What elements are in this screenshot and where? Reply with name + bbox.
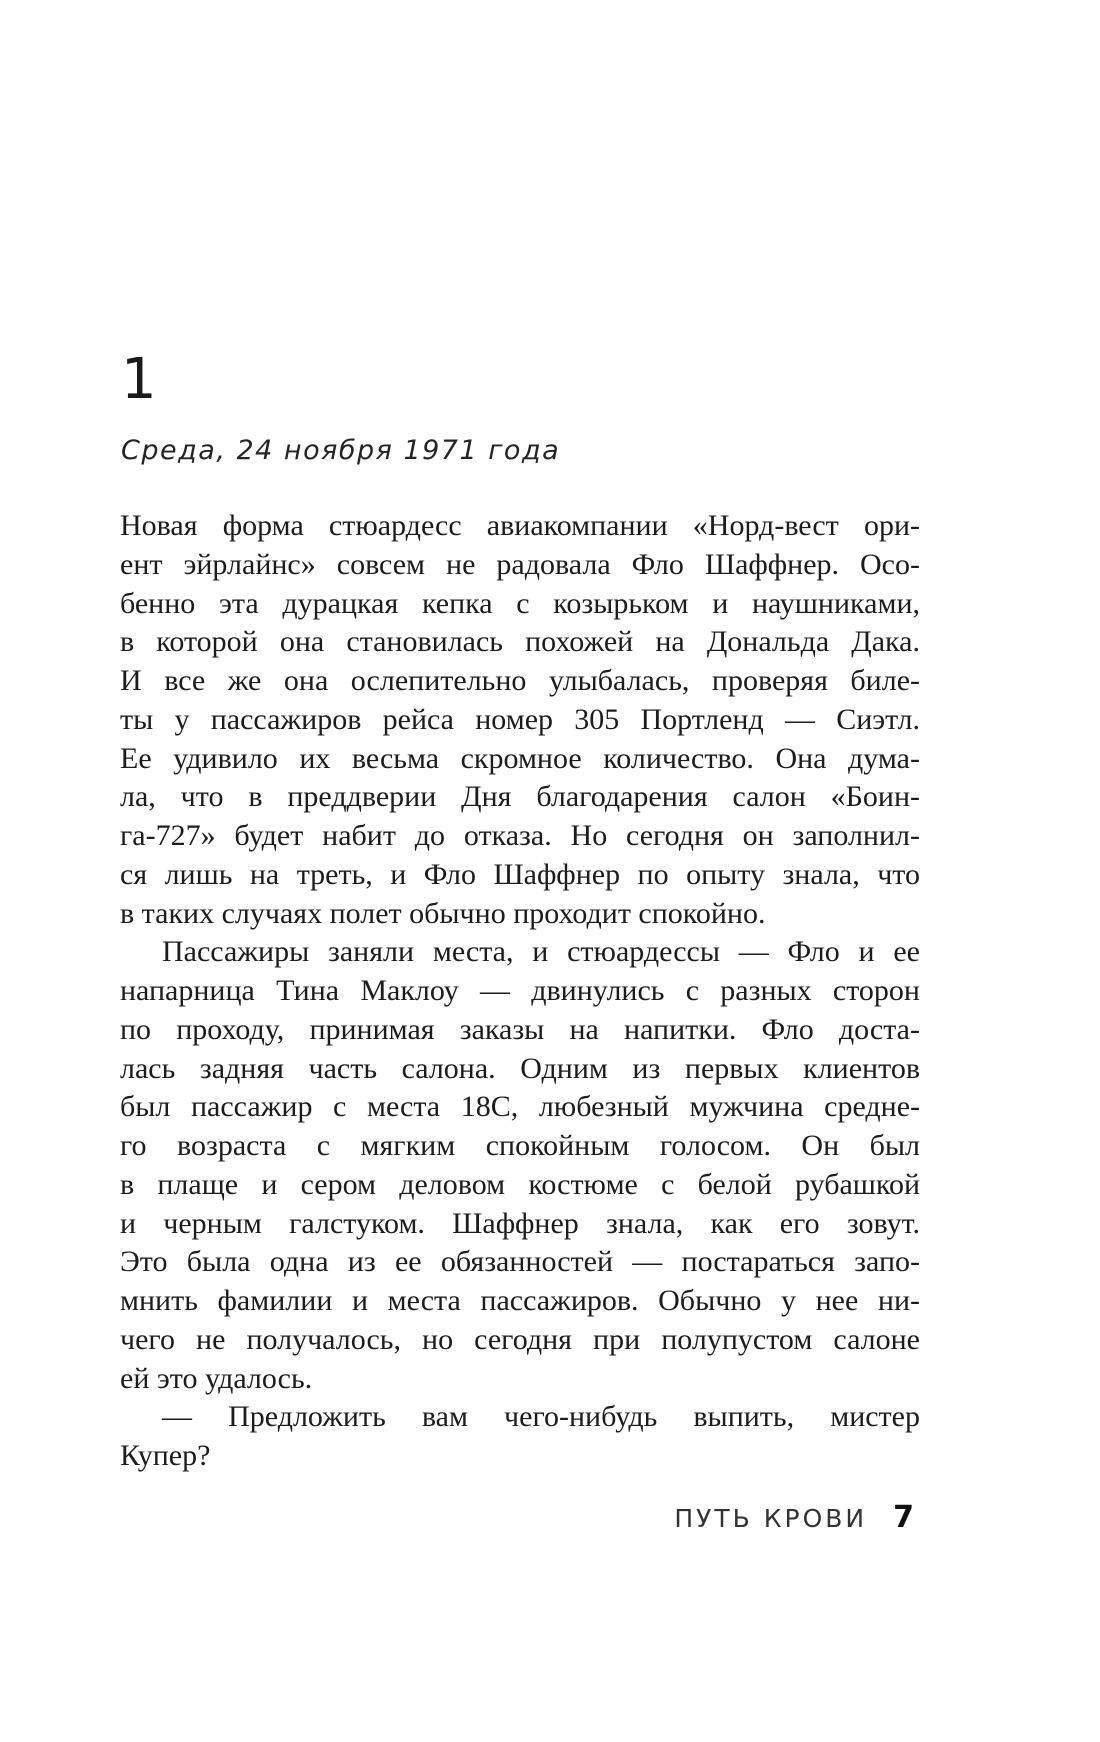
text-line: Пассажиры заняли места, и стюардессы — Фло и ее <box>162 935 920 969</box>
text-line: в таких случаях полет обычно проходит спокойно. <box>120 896 766 930</box>
text-line: лась задняя часть салона. Одним из первых клиентов <box>120 1051 920 1085</box>
text-line: мнить фамилии и места пассажиров. Обычно у нее ни- <box>120 1284 920 1317</box>
text-line: Ее удивило их весьма скромное количество. Она дума- <box>120 741 920 775</box>
text-line: ся лишь на треть, и Фло Шаффнер по опыту знала, что <box>120 857 920 891</box>
text-line: — Предложить вам чего-нибудь выпить, мистер <box>162 1400 920 1434</box>
text-line: и черным галстуком. Шаффнер знала, как его зовут. <box>120 1206 920 1240</box>
text-line: ент эйрлайнс» совсем не радовала Фло Шаффнер. Осо- <box>120 547 920 581</box>
body-text <box>120 507 920 1476</box>
text-line: И все же она ослепительно улыбалась, проверяя биле- <box>120 664 920 697</box>
chapter-number: 1 <box>121 347 158 412</box>
text-line: бенно эта дурацкая кепка с козырьком и наушниками, <box>120 586 920 620</box>
text-line: был пассажир с места 18C, любезный мужчина средне- <box>120 1090 920 1124</box>
text-line: Купер? <box>120 1439 211 1472</box>
text-line: Новая форма стюардесс авиакомпании «Норд-вест ори- <box>120 509 920 542</box>
page-number: 7 <box>893 1500 914 1535</box>
text-line: напарница Тина Маклоу — двинулись с разных сторон <box>120 974 920 1007</box>
running-title: ПУТЬ КРОВИ <box>674 1504 868 1533</box>
chapter-subtitle: Среда, 24 ноября 1971 года <box>121 435 561 466</box>
text-line: га-727» будет набит до отказа. Но сегодня он заполнил- <box>120 819 920 852</box>
page-footer <box>674 1500 914 1535</box>
text-line: го возраста с мягким спокойным голосом. Он был <box>120 1129 920 1162</box>
text-line: чего не получалось, но сегодня при полупустом салоне <box>120 1322 920 1356</box>
text-line: в плаще и сером деловом костюме с белой рубашкой <box>120 1167 920 1201</box>
text-line: по проходу, принимая заказы на напитки. Фло доста- <box>120 1012 920 1046</box>
text-line: ей это удалось. <box>120 1361 313 1395</box>
text-line: ты у пассажиров рейса номер 305 Портленд — Сиэтл. <box>120 702 920 736</box>
text-line: ла, что в преддверии Дня благодарения салон «Боин- <box>120 780 920 814</box>
text-line: Это была одна из ее обязанностей — постараться запо- <box>120 1245 920 1279</box>
text-line: в которой она становилась похожей на Дональда Дака. <box>120 625 920 659</box>
